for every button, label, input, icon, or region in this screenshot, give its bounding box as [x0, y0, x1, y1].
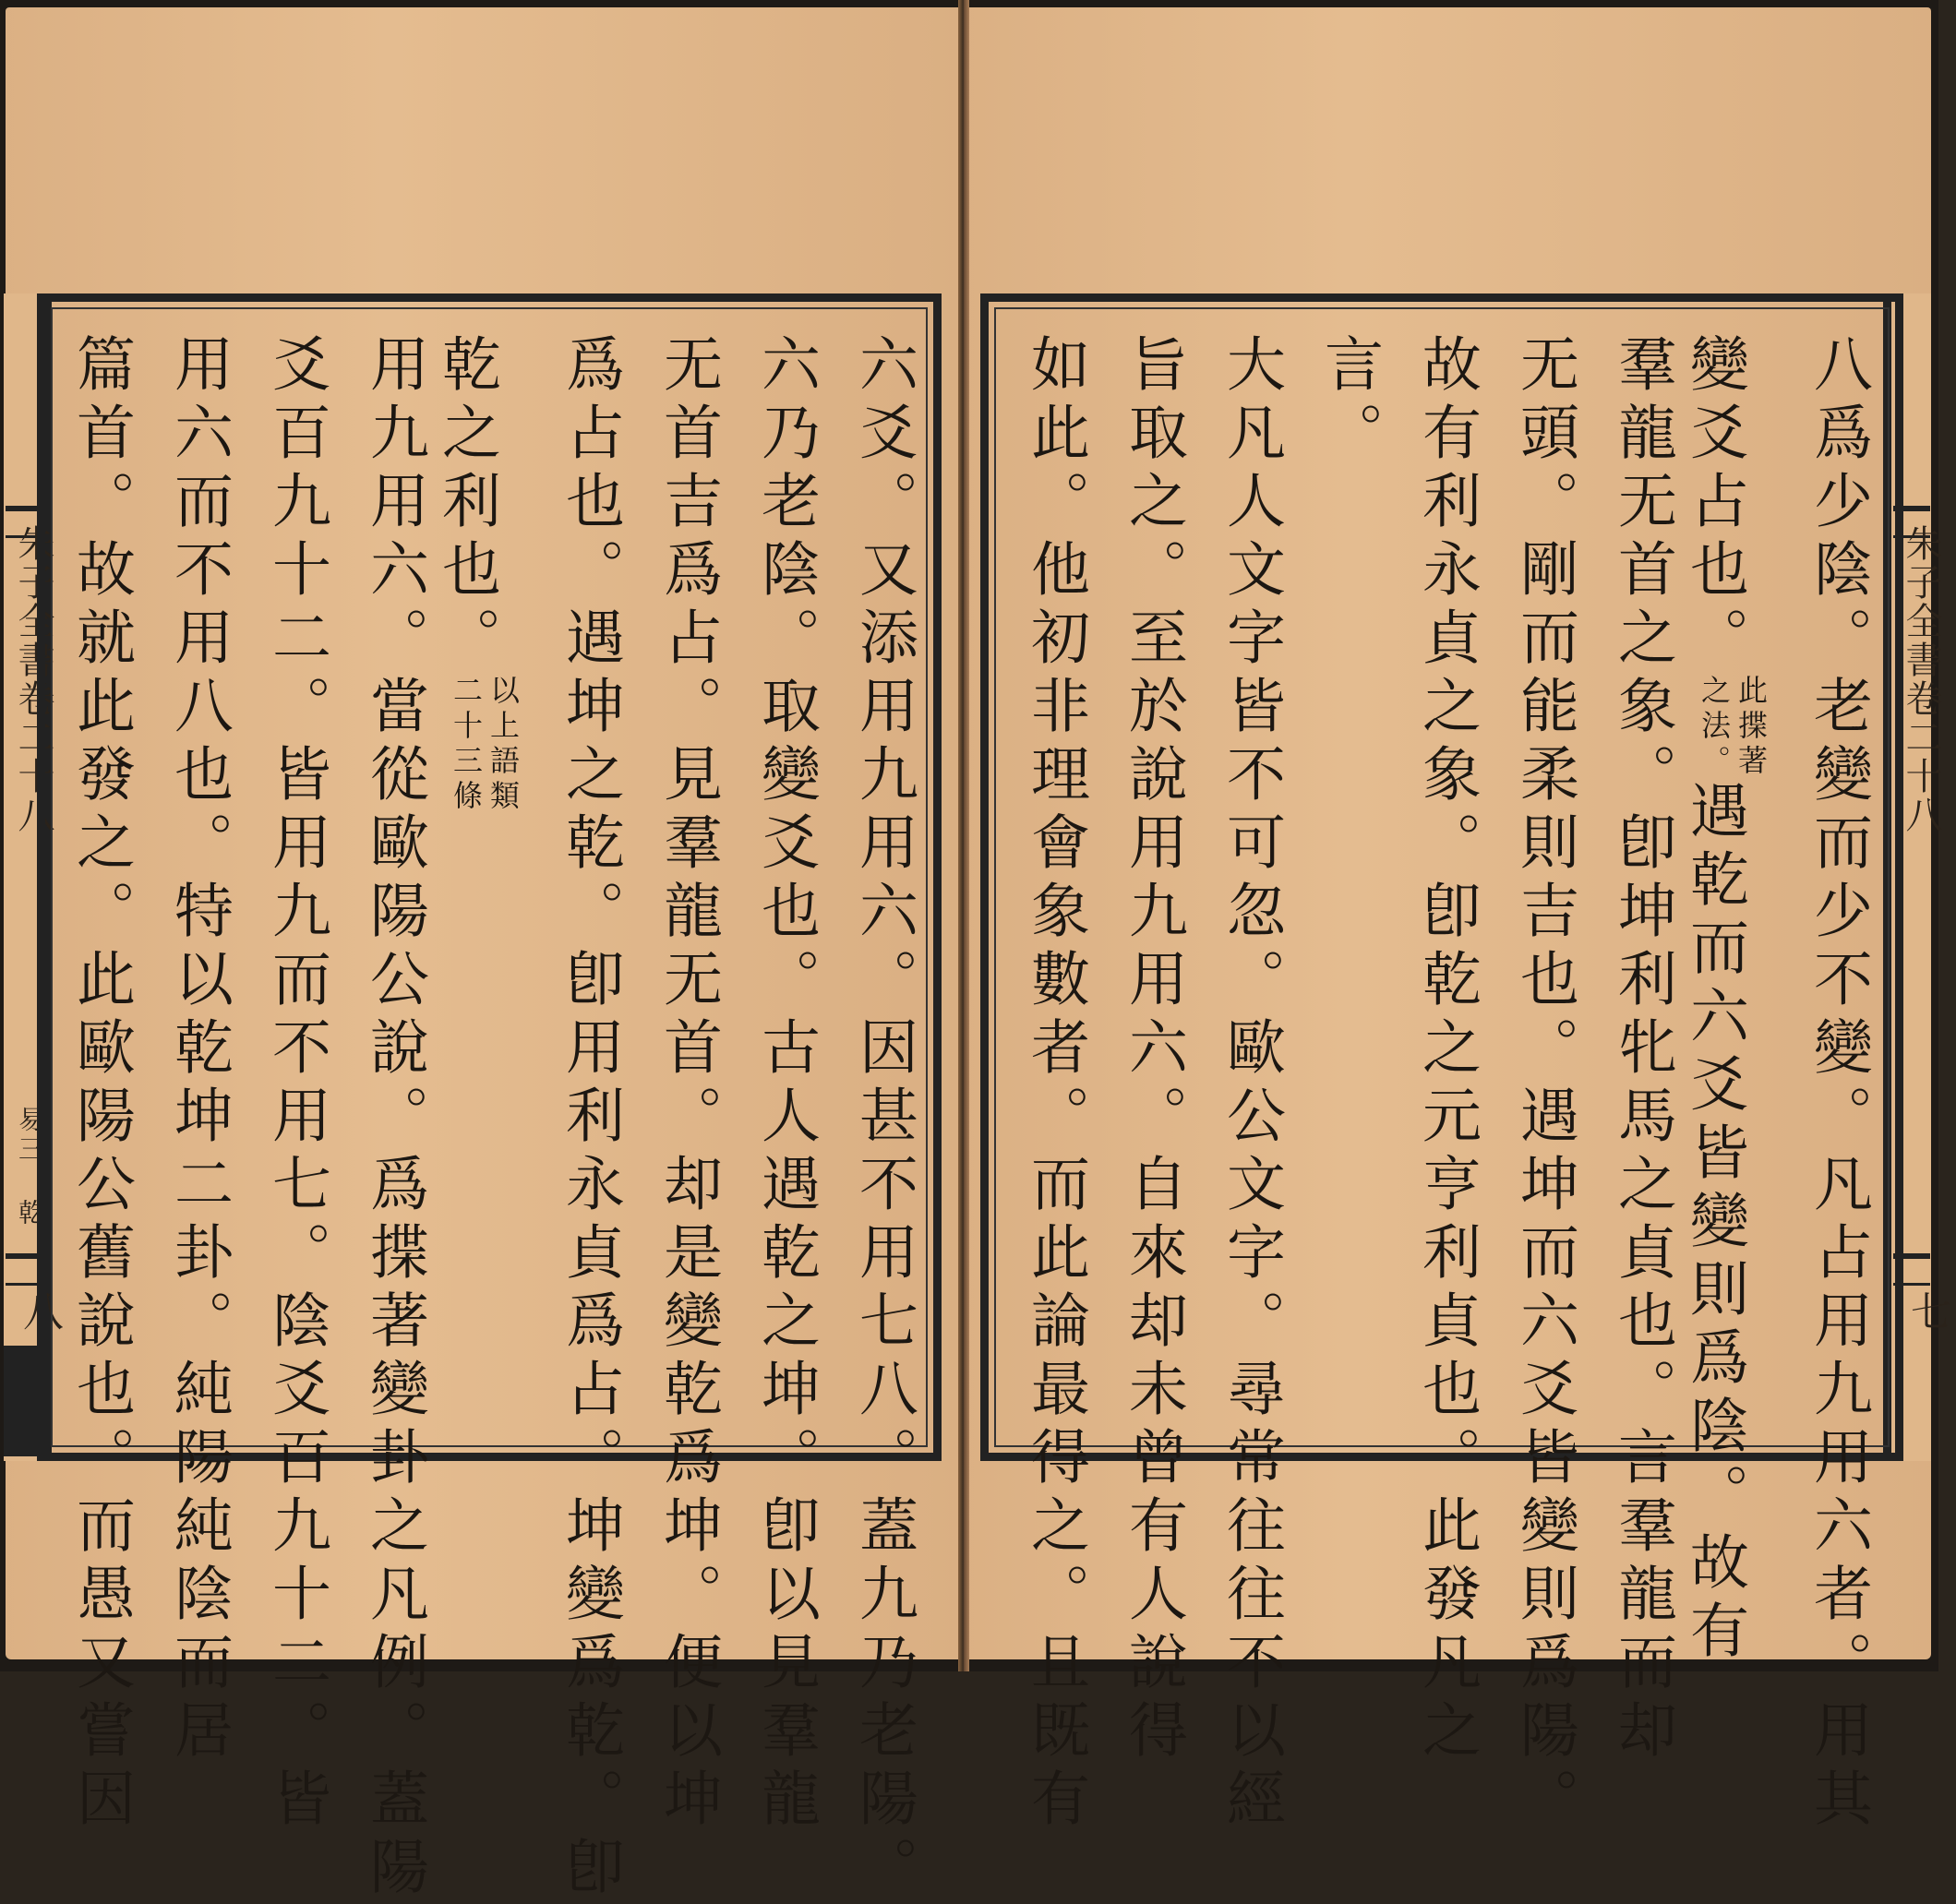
spine-title: 朱子全書卷二十八 — [1900, 524, 1942, 834]
text-column: 篇首。故就此發之。此歐陽公舊說也。而愚又嘗因 — [66, 333, 135, 1836]
annotation-note: 此揲著 之法。 — [1697, 675, 1769, 780]
text-column: 羣龍无首之象。卽坤利牝馬之貞也。言羣龍而却 — [1608, 333, 1676, 1767]
text-segment: 乾之利也。 — [432, 333, 500, 675]
text-column: 如此。他初非理會象數者。而此論最得之。且既有 — [1021, 333, 1089, 1836]
text-column: 大凡人文字皆不可忽。歐公文字。尋常往往不以經 — [1217, 333, 1285, 1836]
text-column: 无首吉爲占。見羣龍无首。却是變乾爲坤。便以坤 — [654, 333, 722, 1836]
text-column: 言。 — [1314, 333, 1383, 470]
text-segment: 變爻占也。 — [1680, 333, 1748, 675]
annotation-note: 以上語類 二十三條 — [449, 675, 521, 815]
leaf-number: 七 — [1903, 1290, 1950, 1331]
spine-section: 易三 乾 — [15, 1106, 45, 1228]
text-column: 用九用六。當從歐陽公說。爲揲著變卦之凡例。蓋陽 — [360, 333, 428, 1904]
text-column: 六爻。又添用九用六。因甚不用七八。蓋九乃老陽。 — [849, 333, 918, 1904]
text-column: 故有利永貞之象。卽乾之元亨利貞也。此發凡之 — [1412, 333, 1481, 1767]
text-column: 爻百九十二。皆用九而不用七。陰爻百九十二。皆 — [262, 333, 330, 1836]
text-column: 旨取之。至於說用九用六。自來却未曾有人說得 — [1119, 333, 1187, 1767]
text-column: 无頭。剛而能柔則吉也。遇坤而六爻皆變則爲陽。 — [1510, 333, 1578, 1836]
text-column — [432, 333, 522, 815]
text-segment: 遇乾而六爻皆變則爲陰。故有 — [1680, 780, 1748, 1668]
text-column: 用六而不用八也。特以乾坤二卦。純陽純陰而居 — [164, 333, 233, 1767]
text-column: 六乃老陰。取變爻也。古人遇乾之坤。卽以見羣龍 — [751, 333, 820, 1836]
leaf-number: 八 — [16, 1290, 63, 1331]
spine-title: 朱子全書卷二十八 — [12, 524, 54, 834]
text-column — [1680, 333, 1770, 1668]
book-gutter — [958, 0, 969, 1671]
left-text-frame — [37, 293, 942, 1904]
right-text-frame — [980, 293, 1903, 1836]
text-column: 爲占也。遇坤之乾。卽用利永貞爲占。坤變爲乾。卽 — [556, 333, 624, 1904]
text-column: 八爲少陰。老變而少不變。凡占用九用六者。用其 — [1804, 333, 1872, 1836]
